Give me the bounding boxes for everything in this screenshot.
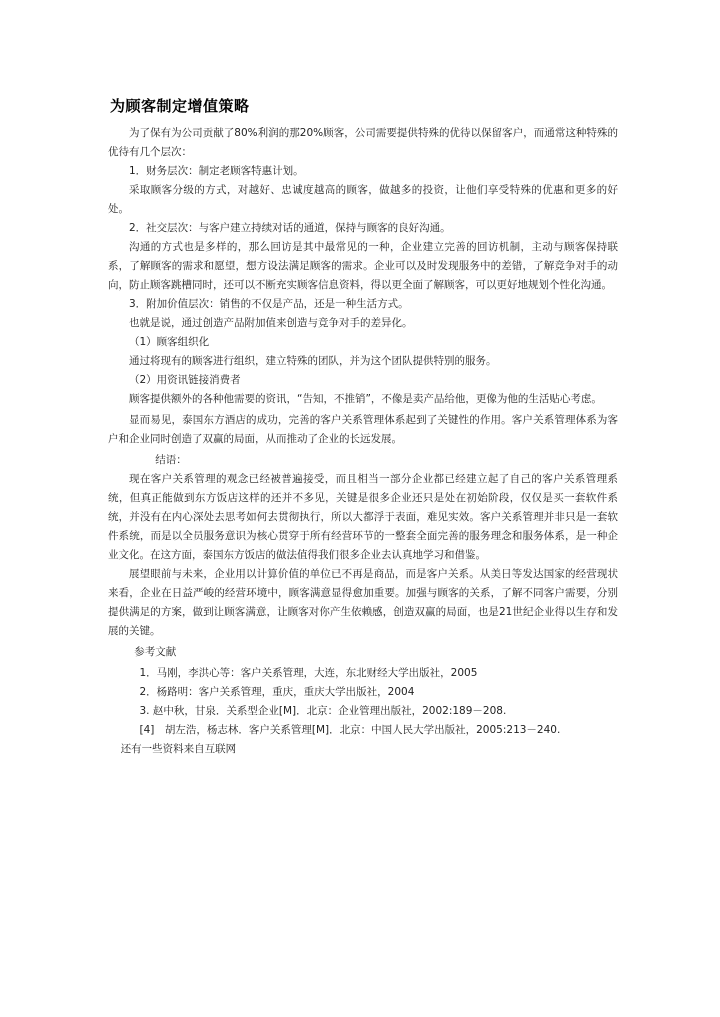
paragraph-sub-detail-1: 通过将现有的顾客进行组织，建立特殊的团队，并为这个团队提供特别的服务。 <box>129 355 497 367</box>
paragraph-financial-detail: 采取顾客分级的方式，对越好、忠诚度越高的顾客，做越多的投资，让他们享受特殊的优惠和更多的好处。 <box>108 184 618 215</box>
paragraph-sub-heading-1: （1）顾客组织化 <box>129 336 210 348</box>
paragraph-value-detail: 也就是说，通过创造产品附加值来创造与竞争对手的差异化。 <box>129 317 413 329</box>
paragraph-summary: 显而易见，泰国东方酒店的成功，完善的客户关系管理体系起到了关键性的作用。客户关系管理体系为客户和企业同时创造了双赢的局面，从而推动了企业的长远发展。 <box>108 414 618 445</box>
paragraph-conclusion-1: 现在客户关系管理的观念已经被普遍接受，而且相当一部分企业都已经建立起了自己的客户关系管理系统，但真正能做到东方饭店这样的还并不多见，关键是很多企业还只是处在初始阶段，仅仅是买一套软件系统，并没有在内心深处去思考如何去贯彻执行，所以大都浮于表面，难见实效。客户关系管理并非只是一套软件系统，而是以全员服务意识为核心贯穿于所有经营环节的一整套全面完善的服务理念和服务体系，是一种企业文化。在这方面，泰国东方饭店的做法值得我们很多企业去认真地学习和借鉴。 <box>108 473 618 561</box>
paragraph-conclusion-heading: 结语： <box>155 454 187 466</box>
reference-item: 3. 赵中秋，甘泉．关系型企业[M]．北京：企业管理出版社，2002:189－208. <box>139 705 507 717</box>
document-body <box>108 124 618 759</box>
paragraph-financial-level: 1．财务层次：制定老顾客特惠计划。 <box>129 165 304 177</box>
reference-item: [4] 胡左浩，杨志林．客户关系管理[M]．北京：中国人民大学出版社，2005:213－240. <box>139 724 561 736</box>
reference-item: 2．杨路明：客户关系管理，重庆，重庆大学出版社，2004 <box>139 686 415 698</box>
document-title: 为顾客制定增值策略 <box>110 97 250 115</box>
paragraph-sub-heading-2: （2）用资讯链接消费者 <box>129 374 241 386</box>
reference-note: 还有一些资料来自互联网 <box>120 743 237 755</box>
references-heading: 参考文献 <box>134 646 177 658</box>
paragraph-conclusion-2: 展望眼前与未来，企业用以计算价值的单位已不再是商品，而是客户关系。从美日等发达国家的经营现状来看，企业在日益严峻的经营环境中，顾客满意显得愈加重要。加强与顾客的关系，了解不同客户需要，分别提供满足的方案，做到让顾客满意，让顾客对你产生依赖感，创造双赢的局面，也是21世纪企业得以生存和发展的关键。 <box>108 568 618 637</box>
paragraph-value-level: 3．附加价值层次：销售的不仅是产品，还是一种生活方式。 <box>129 298 409 310</box>
paragraph-sub-detail-2: 顾客提供额外的各种他需要的资讯，“告知，不推销”，不像是卖产品给他，更像为他的生活贴心考虑。 <box>129 393 602 405</box>
paragraph-social-detail: 沟通的方式也是多样的，那么回访是其中最常见的一种，企业建立完善的回访机制，主动与顾客保持联系，了解顾客的需求和愿望，想方设法满足顾客的需求。企业可以及时发现服务中的差错，了解竞争对手的动向，防止顾客跳槽同时，还可以不断充实顾客信息资料，得以更全面了解顾客，可以更好地规划个性化沟通。 <box>108 241 618 291</box>
paragraph-social-level: 2．社交层次：与客户建立持续对话的通道，保持与顾客的良好沟通。 <box>129 222 451 234</box>
paragraph-intro: 为了保有为公司贡献了80%利润的那20%顾客，公司需要提供特殊的优待以保留客户，而通常这种特殊的优待有几个层次： <box>108 127 618 158</box>
reference-item: 1．马刚，李洪心等：客户关系管理，大连，东北财经大学出版社，2005 <box>139 667 478 679</box>
